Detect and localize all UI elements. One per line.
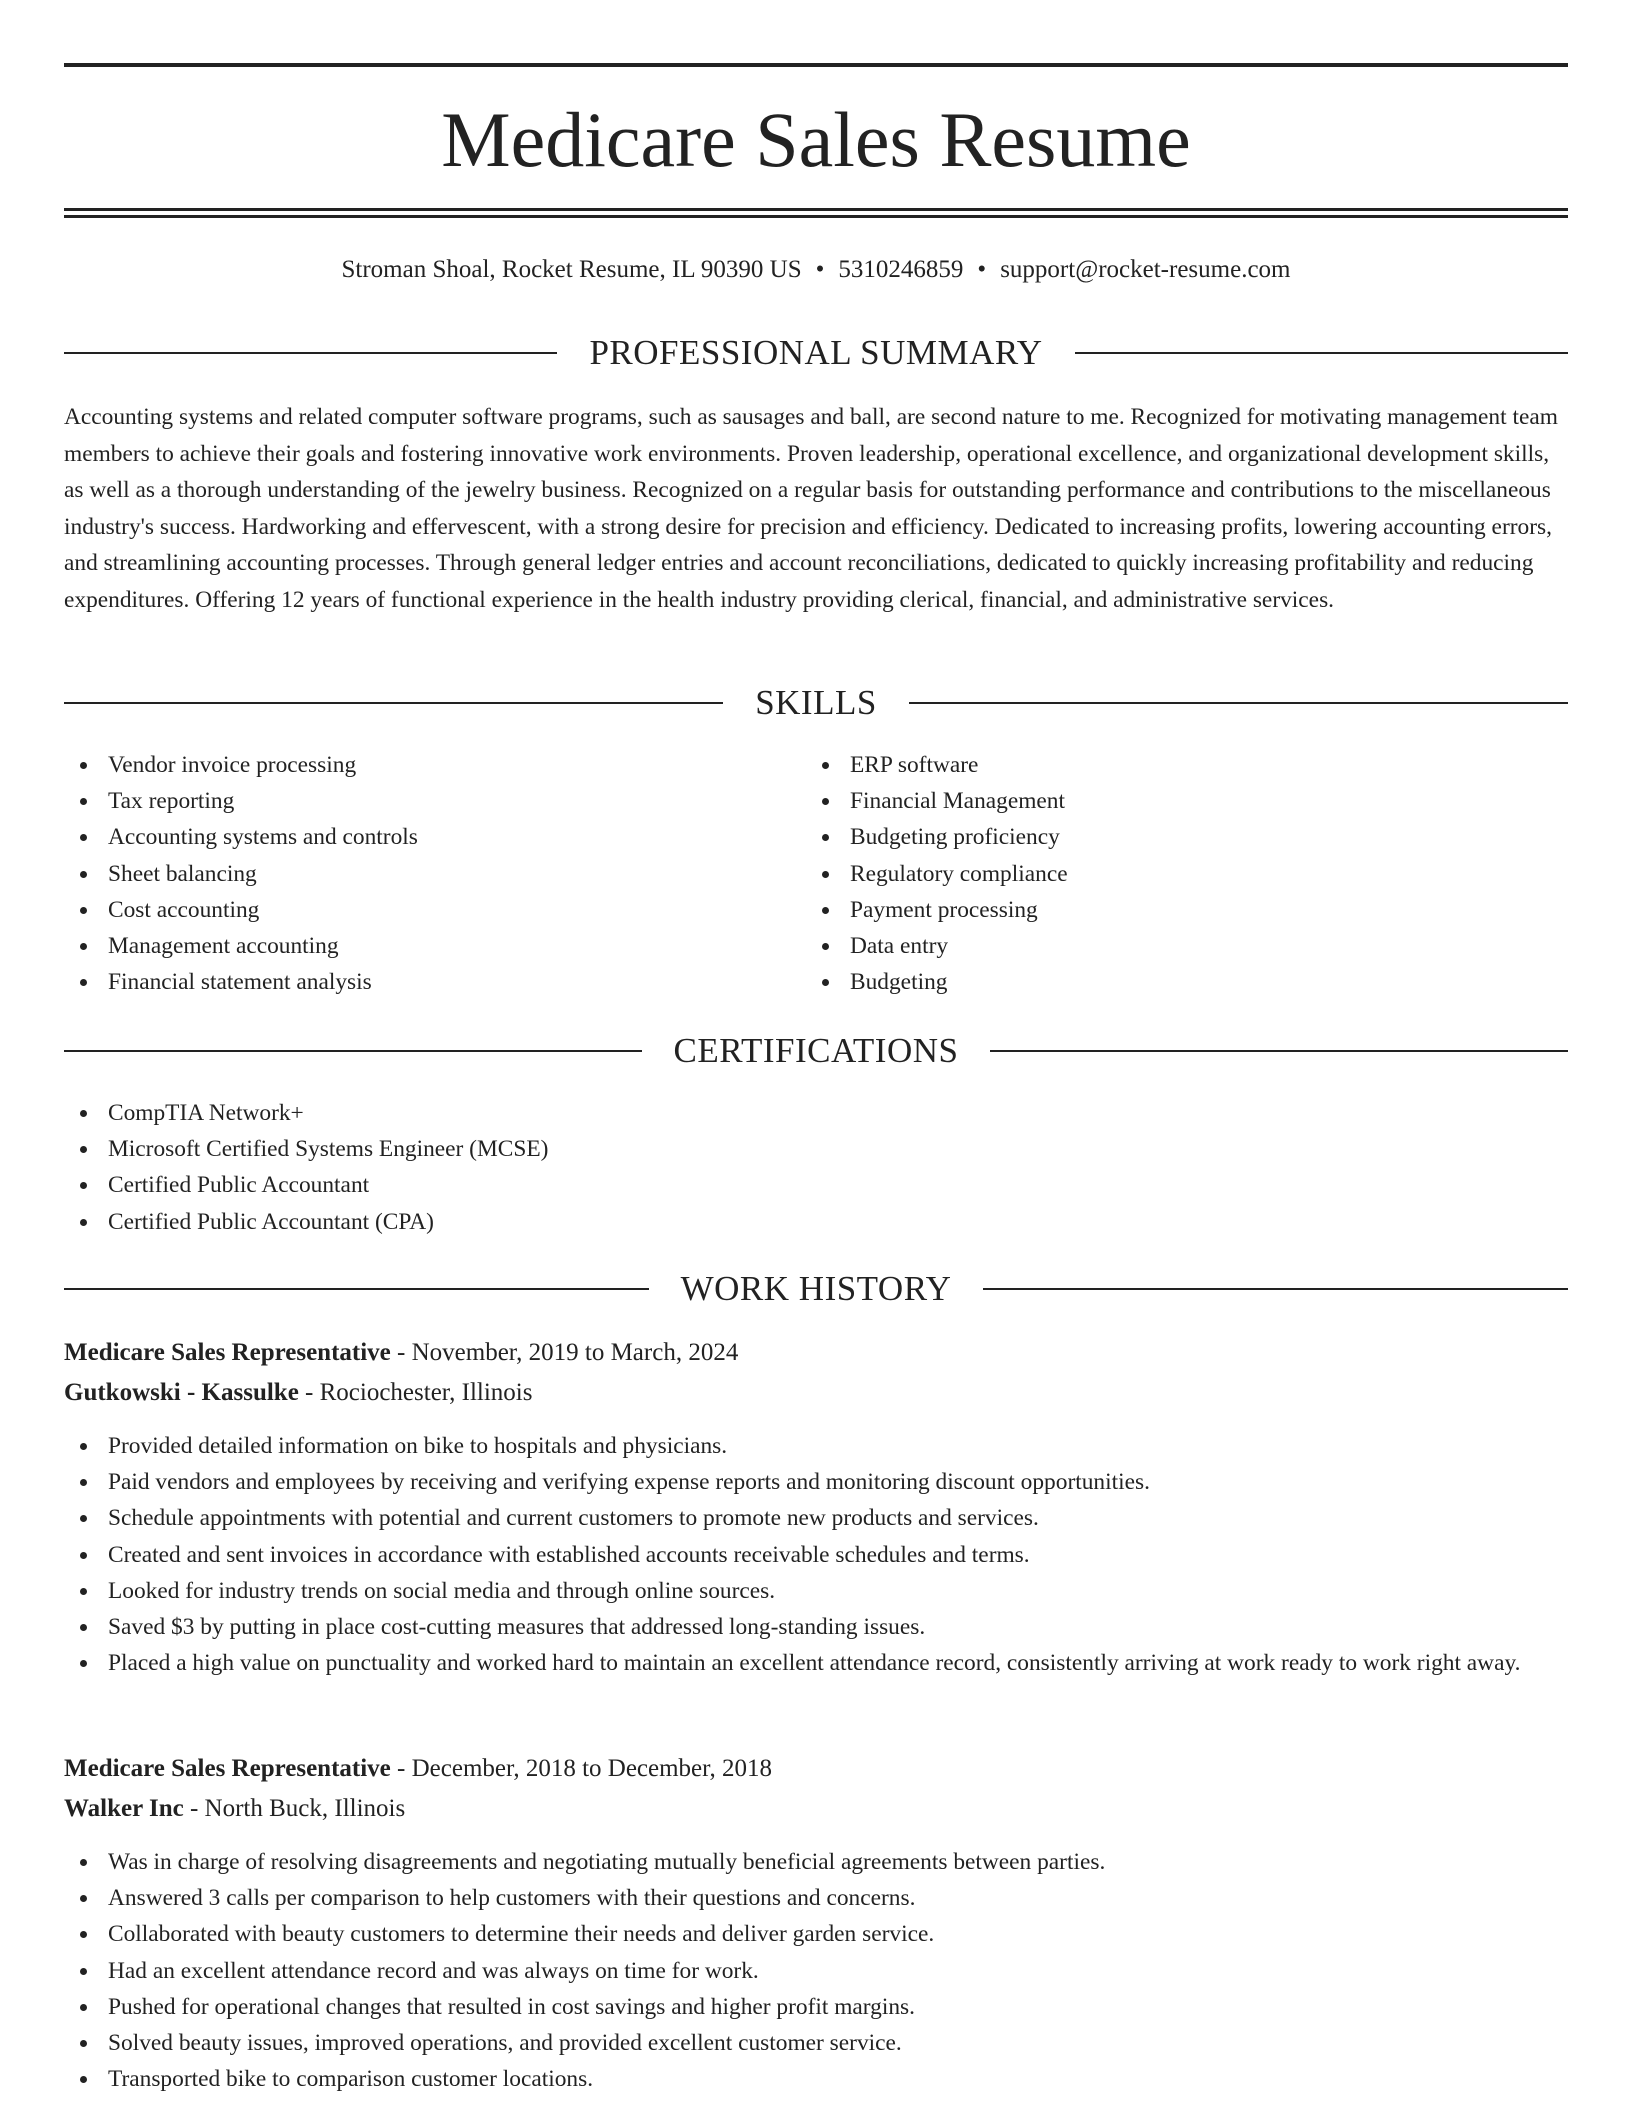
list-item: Placed a high value on punctuality and worked hard to maintain an excellent attendance record, consistently arriving at work ready to work right away.: [64, 1645, 1568, 1681]
list-item: Provided detailed information on bike to hospitals and physicians.: [64, 1428, 1568, 1464]
list-item: Certified Public Accountant: [64, 1167, 1568, 1203]
contact-separator: •: [977, 256, 987, 283]
list-item: Accounting systems and controls: [64, 819, 804, 855]
list-item: Looked for industry trends on social media and through online sources.: [64, 1573, 1568, 1609]
contact-line: [64, 254, 1568, 286]
section-title-certifications: CERTIFICATIONS: [673, 1031, 959, 1070]
list-item: Solved beauty issues, improved operations, and provided excellent customer service.: [64, 2025, 1568, 2061]
section-title-skills: SKILLS: [755, 683, 877, 722]
list-item: Schedule appointments with potential and current customers to promote new products and services.: [64, 1500, 1568, 1536]
list-item: Data entry: [806, 928, 1546, 964]
list-item: Was in charge of resolving disagreements and negotiating mutually beneficial agreements between parties.: [64, 1844, 1568, 1880]
list-item: Regulatory compliance: [806, 856, 1546, 892]
list-item: Management accounting: [64, 928, 804, 964]
job-company-line: [64, 1789, 1568, 1829]
list-item: Created and sent invoices in accordance with established accounts receivable schedules and terms.: [64, 1537, 1568, 1573]
job-location: - North Buck, Illinois: [183, 1795, 406, 1822]
list-item: Transported bike to comparison customer locations.: [64, 2061, 1568, 2097]
list-item: Had an excellent attendance record and was always on time for work.: [64, 1953, 1568, 1989]
title-double-rule-lower: [64, 215, 1568, 218]
heading-rule-left: [64, 352, 557, 354]
title-double-rule-upper: [64, 208, 1568, 211]
job-company-line: [64, 1373, 1568, 1413]
heading-rule-right: [909, 702, 1568, 704]
list-item: Payment processing: [806, 892, 1546, 928]
list-item: Pushed for operational changes that resulted in cost savings and higher profit margins.: [64, 1989, 1568, 2025]
list-item: Microsoft Certified Systems Engineer (MCSE): [64, 1131, 1568, 1167]
contact-separator: •: [815, 256, 825, 283]
heading-rule-right: [983, 1288, 1568, 1290]
list-item: Cost accounting: [64, 892, 804, 928]
job-duties-list: [64, 1844, 1568, 2097]
job-title: Medicare Sales Representative: [64, 1339, 391, 1366]
contact-address: Stroman Shoal, Rocket Resume, IL 90390 US: [341, 256, 802, 283]
job-company: Walker Inc: [64, 1795, 184, 1822]
job-title-line: [64, 1333, 1568, 1373]
list-item: Paid vendors and employees by receiving and verifying expense reports and monitoring discount opportunities.: [64, 1464, 1568, 1500]
job-dates: - December, 2018 to December, 2018: [390, 1755, 772, 1782]
contact-phone: 5310246859: [838, 256, 964, 283]
heading-rule-left: [64, 1288, 649, 1290]
list-item: ERP software: [806, 747, 1546, 783]
list-item: Budgeting: [806, 964, 1546, 1000]
summary-paragraph: Accounting systems and related computer software programs, such as sausages and ball, are second nature to me. Recognized for motivating management team members to achieve their goals and fostering innovative work environments. Proven leadership, operational excellence, and organizational development skills, as well as a thorough understanding of the jewelry business. Recognized on a regular basis for outstanding performance and contributions to the miscellaneous industry's success. Hardworking and effervescent, with a strong desire for precision and efficiency. Dedicated to increasing profits, lowering accounting errors, and streamlining accounting processes. Through general ledger entries and account reconciliations, dedicated to quickly increasing profitability and reducing expenditures. Offering 12 years of functional experience in the health industry providing clerical, financial, and administrative services.: [64, 404, 1558, 613]
section-title-work-history: WORK HISTORY: [680, 1269, 952, 1308]
skills-list-left: [64, 747, 804, 1000]
list-item: Tax reporting: [64, 783, 804, 819]
top-rule: [64, 63, 1568, 67]
job-title: Medicare Sales Representative: [64, 1755, 391, 1782]
list-item: Collaborated with beauty customers to determine their needs and deliver garden service.: [64, 1916, 1568, 1952]
section-title-summary: PROFESSIONAL SUMMARY: [589, 333, 1043, 372]
skills-list-right: [806, 747, 1546, 1000]
list-item: Financial statement analysis: [64, 964, 804, 1000]
job-title-line: [64, 1749, 1568, 1789]
heading-rule-left: [64, 702, 723, 704]
heading-rule-right: [990, 1050, 1568, 1052]
list-item: Financial Management: [806, 783, 1546, 819]
heading-rule-left: [64, 1050, 642, 1052]
job-dates: - November, 2019 to March, 2024: [390, 1339, 739, 1366]
certifications-list: [64, 1095, 1568, 1240]
list-item: Vendor invoice processing: [64, 747, 804, 783]
resume-title: Medicare Sales Resume: [441, 96, 1191, 183]
job-duties-list: [64, 1428, 1568, 1681]
section-heading-certifications: [64, 1029, 1568, 1073]
heading-rule-right: [1075, 352, 1568, 354]
section-heading-work-history: [64, 1267, 1568, 1311]
section-heading-summary: [64, 331, 1568, 375]
contact-email: support@rocket-resume.com: [1000, 256, 1291, 283]
list-item: Budgeting proficiency: [806, 819, 1546, 855]
job-location: - Rociochester, Illinois: [298, 1379, 533, 1406]
section-heading-skills: [64, 681, 1568, 725]
list-item: Answered 3 calls per comparison to help customers with their questions and concerns.: [64, 1880, 1568, 1916]
list-item: Saved $3 by putting in place cost-cutting measures that addressed long-standing issues.: [64, 1609, 1568, 1645]
list-item: Sheet balancing: [64, 856, 804, 892]
list-item: CompTIA Network+: [64, 1095, 1568, 1131]
job-company: Gutkowski - Kassulke: [64, 1379, 299, 1406]
list-item: Certified Public Accountant (CPA): [64, 1204, 1568, 1240]
